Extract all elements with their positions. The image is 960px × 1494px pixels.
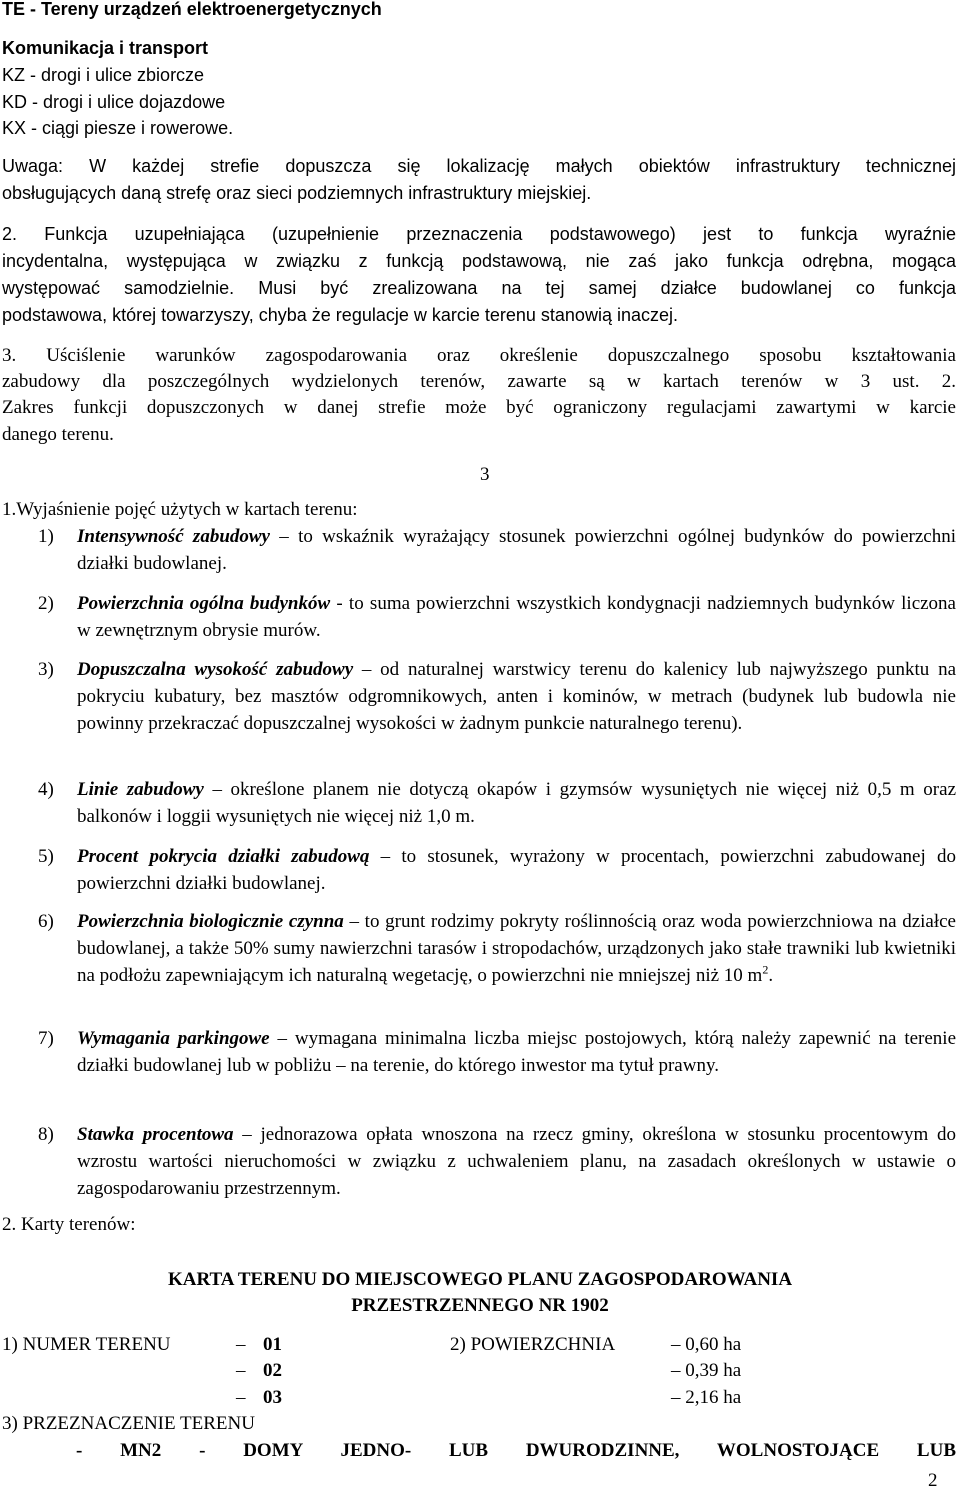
definition-number: 6) bbox=[38, 911, 54, 932]
definition-item bbox=[38, 908, 956, 989]
definition-body bbox=[77, 843, 956, 897]
section3-line-1: 3. Uściślenie warunków zagospodarowania oraz określenie dopuszczalnego sposobu kształtowania bbox=[2, 345, 956, 366]
definition-number: 5) bbox=[38, 846, 54, 867]
definition-text: – od naturalnej warstwicy terenu do kalenicy lub najwyższego punktu na pokryciu kubatury, bez masztów odgromnikowych, anten i kominów, w metrach (budynek lub budowla nie powinny przekraczać dopuszczalnej wysokości w żadnym punkcie naturalnego terenu). bbox=[77, 659, 956, 734]
definition-text: – jednorazowa opłata wnoszona na rzecz gminy, określona w stosunku procentowym do wzrostu wartości nieruchomości w związku z uchwaleniem planu, na zasadach określonych w ustawie o zagospodarowaniu przestrzennym. bbox=[77, 1124, 956, 1199]
definition-item bbox=[38, 1025, 956, 1079]
note-line-1: Uwaga: W każdej strefie dopuszcza się lokalizację małych obiektów infrastruktury technicznej bbox=[2, 156, 956, 176]
row-3-number: 03 bbox=[263, 1387, 282, 1408]
definition-number: 4) bbox=[38, 779, 54, 800]
powierzchnia-label: 2) POWIERZCHNIA bbox=[450, 1334, 616, 1355]
definition-term: Wymagania parkingowe bbox=[77, 1028, 270, 1049]
definition-text: - to suma powierzchni wszystkich kondygnacji nadziemnych budynków liczona w zewnętrznym obrysie murów. bbox=[77, 593, 956, 641]
definition-term: Procent pokrycia działki zabudową bbox=[77, 846, 370, 867]
definition-text: – to grunt rodzimy pokryty roślinnością oraz woda powierzchniowa na działce budowlanej, a także 50% sumy nawierzchni tarasów i stropodachów, urządzonych jako stałe trawniki lub kwietniki na podłożu zapewniającym ich naturalną wegetację, o powierzchni nie mniejszej niż 10 m bbox=[77, 911, 956, 986]
row-1-area: – 0,60 ha bbox=[671, 1334, 742, 1355]
definition-term: Powierzchnia ogólna budynków bbox=[77, 593, 331, 614]
section3-line-3: Zakres funkcji dopuszczonych w danej strefie może być ograniczony regulacjami zawartymi w karcie bbox=[2, 397, 956, 418]
section2-line-2: incydentalna, występująca w związku z funkcją podstawową, nie zaś jako funkcja odrębna, mogąca bbox=[2, 251, 956, 271]
definition-number: 8) bbox=[38, 1124, 54, 1145]
row-1-number: 01 bbox=[263, 1334, 282, 1355]
note-line-2: obsługujących daną strefę oraz sieci podziemnych infrastruktury miejskiej. bbox=[2, 183, 592, 203]
legend-kx: KX - ciągi piesze i rowerowe. bbox=[2, 118, 234, 138]
definition-body bbox=[77, 590, 956, 644]
definition-term: Intensywność zabudowy bbox=[77, 526, 270, 547]
legend-kz: KZ - drogi i ulice zbiorcze bbox=[2, 65, 205, 85]
definition-body bbox=[77, 523, 956, 577]
paragraph-mark: 3 bbox=[480, 464, 490, 485]
definition-term: Stawka procentowa bbox=[77, 1124, 234, 1145]
definition-item bbox=[38, 776, 956, 830]
definition-item bbox=[38, 523, 956, 577]
definition-item bbox=[38, 590, 956, 644]
section2-line-3: występować samodzielnie. Musi być zrealizowana na tej samej działce budowlanej co funkcja bbox=[2, 278, 956, 298]
definition-term: Dopuszczalna wysokość zabudowy bbox=[77, 659, 354, 680]
transport-heading: Komunikacja i transport bbox=[2, 38, 209, 58]
definition-item bbox=[38, 656, 956, 737]
definition-number: 1) bbox=[38, 526, 54, 547]
definition-text: – to stosunek, wyrażony w procentach, powierzchni zabudowanej do powierzchni działki budowlanej. bbox=[77, 846, 957, 894]
definition-number: 7) bbox=[38, 1028, 54, 1049]
definition-superscript: 2 bbox=[762, 962, 769, 977]
section3-line-4: danego terenu. bbox=[2, 424, 114, 445]
definitions-intro: 1.Wyjaśnienie pojęć użytych w kartach terenu: bbox=[2, 499, 358, 520]
definition-tail: . bbox=[768, 965, 774, 986]
section2-line-1: 2. Funkcja uzupełniająca (uzupełnienie przeznaczenia podstawowego) jest to funkcja wyraźnie bbox=[2, 224, 956, 244]
page-number: 2 bbox=[928, 1470, 938, 1491]
przeznaczenie-label: 3) PRZEZNACZENIE TERENU bbox=[2, 1413, 255, 1434]
definition-body bbox=[77, 1025, 956, 1079]
definition-number: 2) bbox=[38, 593, 54, 614]
te-heading: TE - Tereny urządzeń elektroenergetycznych bbox=[2, 0, 382, 19]
definition-text: – to wskaźnik wyrażający stosunek powierzchni ogólnej budynków do powierzchni działki budowlanej. bbox=[77, 526, 956, 574]
definition-number: 3) bbox=[38, 659, 54, 680]
definition-text: – wymagana minimalna liczba miejsc postojowych, którą należy zapewnić na terenie działki budowlanej lub w pobliżu – na terenie, do którego inwestor ma tytuł prawny. bbox=[77, 1028, 956, 1076]
row-2-dash: – bbox=[236, 1360, 246, 1381]
definition-body bbox=[77, 908, 956, 989]
row-2-area: – 0,39 ha bbox=[671, 1360, 742, 1381]
row-3-dash: – bbox=[236, 1387, 246, 1408]
definition-body bbox=[77, 776, 956, 830]
przeznaczenie-value: - MN2 - DOMY JEDNO- LUB DWURODZINNE, WOLNOSTOJĄCE LUB bbox=[76, 1440, 956, 1461]
cards-heading: 2. Karty terenów: bbox=[2, 1214, 136, 1235]
definition-body bbox=[77, 1121, 956, 1202]
legend-kd: KD - drogi i ulice dojazdowe bbox=[2, 92, 226, 112]
card-title-line-2: PRZESTRZENNEGO NR 1902 bbox=[351, 1295, 609, 1316]
row-2-number: 02 bbox=[263, 1360, 282, 1381]
definition-term: Linie zabudowy bbox=[77, 779, 204, 800]
definition-item bbox=[38, 843, 956, 897]
section2-line-4: podstawowa, której towarzyszy, chyba że regulacje w karcie terenu stanowią inaczej. bbox=[2, 305, 678, 325]
numer-terenu-label: 1) NUMER TERENU bbox=[2, 1334, 171, 1355]
definition-item bbox=[38, 1121, 956, 1202]
row-3-area: – 2,16 ha bbox=[671, 1387, 742, 1408]
definition-body bbox=[77, 656, 956, 737]
definition-text: – określone planem nie dotyczą okapów i gzymsów wysuniętych nie więcej niż 0,5 m oraz balkonów i loggii wysuniętych nie więcej niż 1,0 m. bbox=[77, 779, 956, 827]
row-1-dash: – bbox=[236, 1334, 246, 1355]
definition-term: Powierzchnia biologicznie czynna bbox=[77, 911, 344, 932]
card-title-line-1: KARTA TERENU DO MIEJSCOWEGO PLANU ZAGOSPODAROWANIA bbox=[167, 1269, 793, 1290]
section3-line-2: zabudowy dla poszczególnych wydzielonych terenów, zawarte są w kartach terenów w 3 ust. 2. bbox=[2, 371, 956, 392]
